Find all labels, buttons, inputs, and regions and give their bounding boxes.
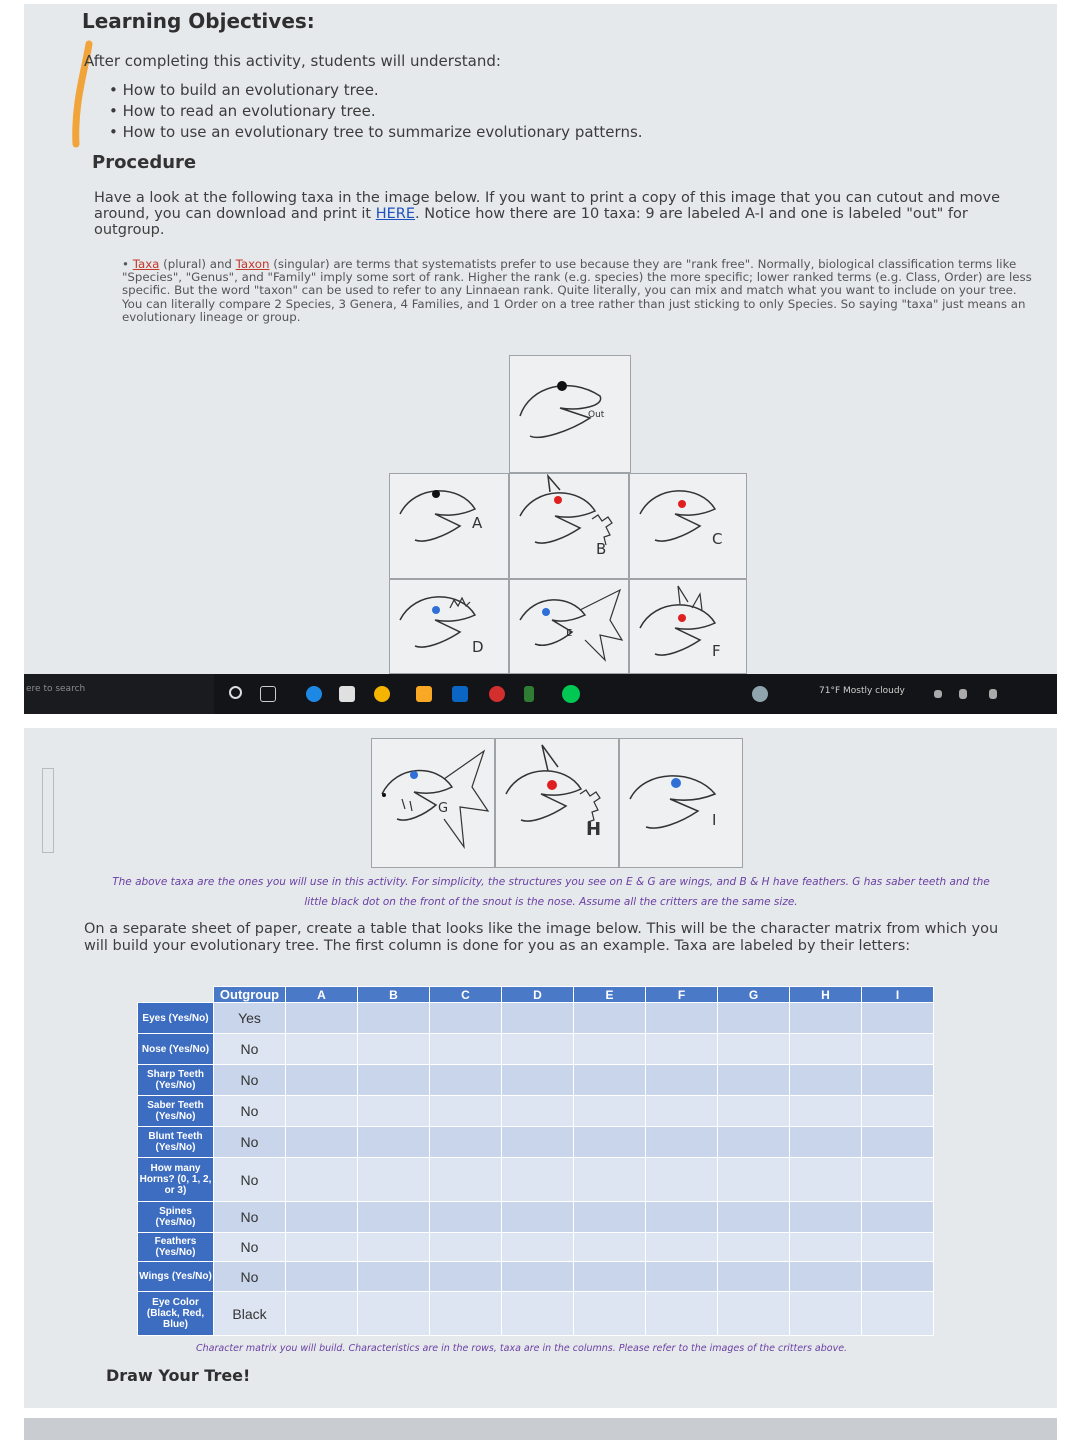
matrix-row-header: Spines (Yes/No)	[138, 1202, 214, 1233]
matrix-outgroup-cell: No	[214, 1127, 286, 1158]
critter-label-a: A	[472, 514, 483, 532]
matrix-empty-cell	[286, 1158, 358, 1202]
mail-icon[interactable]	[452, 686, 468, 702]
critter-label-c: C	[712, 530, 723, 548]
matrix-empty-cell	[358, 1202, 430, 1233]
matrix-empty-cell	[286, 1096, 358, 1127]
matrix-empty-cell	[430, 1127, 502, 1158]
matrix-empty-cell	[646, 1202, 718, 1233]
matrix-col-header: D	[502, 987, 574, 1003]
matrix-empty-cell	[358, 1127, 430, 1158]
matrix-empty-cell	[286, 1065, 358, 1096]
critter-g-card	[371, 738, 495, 868]
matrix-empty-cell	[790, 1096, 862, 1127]
critter-a-card	[389, 473, 509, 579]
matrix-empty-cell	[790, 1065, 862, 1096]
weather-widget[interactable]: 71°F Mostly cloudy	[819, 686, 905, 696]
matrix-row	[138, 1202, 934, 1233]
matrix-empty-cell	[502, 1096, 574, 1127]
matrix-empty-cell	[790, 1233, 862, 1262]
matrix-empty-cell	[574, 1127, 646, 1158]
matrix-row	[138, 1065, 934, 1096]
matrix-row-header: Blunt Teeth (Yes/No)	[138, 1127, 214, 1158]
matrix-empty-cell	[646, 1262, 718, 1292]
critter-f-card	[629, 579, 747, 674]
matrix-col-header: I	[862, 987, 934, 1003]
matrix-empty-cell	[358, 1233, 430, 1262]
matrix-row-header: Feathers (Yes/No)	[138, 1233, 214, 1262]
critter-b-drawing	[510, 474, 628, 578]
matrix-empty-cell	[862, 1233, 934, 1262]
matrix-row	[138, 1003, 934, 1034]
matrix-empty-cell	[574, 1065, 646, 1096]
matrix-empty-cell	[502, 1233, 574, 1262]
edge-icon[interactable]	[306, 686, 322, 702]
matrix-empty-cell	[718, 1065, 790, 1096]
matrix-empty-cell	[646, 1158, 718, 1202]
matrix-row-header: Nose (Yes/No)	[138, 1034, 214, 1065]
caption-line: The above taxa are the ones you will use in this activity. For simplicity, the structures you see on E & G are wings, and B & H have feathers. G has saber teeth and the	[112, 876, 990, 888]
matrix-empty-cell	[862, 1003, 934, 1034]
matrix-empty-cell	[790, 1003, 862, 1034]
matrix-row-header: Sharp Teeth (Yes/No)	[138, 1065, 214, 1096]
matrix-col-header: A	[286, 987, 358, 1003]
objectives-intro: After completing this activity, students will understand:	[84, 52, 501, 70]
matrix-empty-cell	[358, 1034, 430, 1065]
matrix-empty-cell	[502, 1065, 574, 1096]
matrix-empty-cell	[646, 1233, 718, 1262]
matrix-empty-cell	[358, 1096, 430, 1127]
matrix-empty-cell	[430, 1202, 502, 1233]
matrix-col-header: F	[646, 987, 718, 1003]
matrix-empty-cell	[790, 1158, 862, 1202]
matrix-empty-cell	[358, 1158, 430, 1202]
matrix-empty-cell	[574, 1292, 646, 1336]
objective-item: • How to build an evolutionary tree.	[109, 80, 643, 101]
matrix-empty-cell	[502, 1003, 574, 1034]
matrix-empty-cell	[574, 1034, 646, 1065]
matrix-empty-cell	[718, 1127, 790, 1158]
matrix-row	[138, 1292, 934, 1336]
matrix-row	[138, 1096, 934, 1127]
matrix-col-header: Outgroup	[214, 987, 286, 1003]
matrix-empty-cell	[430, 1262, 502, 1292]
matrix-row-header: Eyes (Yes/No)	[138, 1003, 214, 1034]
scroll-handle[interactable]	[42, 768, 54, 853]
matrix-empty-cell	[790, 1262, 862, 1292]
procedure-heading: Procedure	[92, 152, 197, 173]
matrix-empty-cell	[574, 1003, 646, 1034]
matrix-empty-cell	[286, 1034, 358, 1065]
matrix-corner	[138, 987, 214, 1003]
term-taxon: Taxon	[235, 257, 270, 271]
critter-e-drawing	[510, 580, 628, 673]
taskbar-search-box[interactable]: ere to search	[24, 674, 214, 714]
matrix-intro: On a separate sheet of paper, create a table that looks like the image below. This will be the character matrix from which you will build your evolutionary tree. The first column is done for you as an example. Taxa are labeled by their letters:	[84, 921, 999, 954]
matrix-empty-cell	[718, 1292, 790, 1336]
matrix-empty-cell	[574, 1096, 646, 1127]
matrix-outgroup-cell: No	[214, 1233, 286, 1262]
matrix-empty-cell	[502, 1127, 574, 1158]
matrix-empty-cell	[790, 1034, 862, 1065]
draw-tree-heading: Draw Your Tree!	[106, 1366, 251, 1385]
matrix-empty-cell	[574, 1158, 646, 1202]
matrix-empty-cell	[862, 1096, 934, 1127]
matrix-empty-cell	[862, 1262, 934, 1292]
network-icon[interactable]	[959, 689, 967, 699]
objective-item: • How to read an evolutionary tree.	[109, 101, 643, 122]
taskbar	[24, 674, 1057, 714]
matrix-row-header: Saber Teeth (Yes/No)	[138, 1096, 214, 1127]
matrix-empty-cell	[862, 1158, 934, 1202]
matrix-empty-cell	[502, 1202, 574, 1233]
matrix-empty-cell	[574, 1233, 646, 1262]
matrix-col-header: B	[358, 987, 430, 1003]
character-matrix	[137, 986, 934, 1336]
chrome-icon[interactable]	[374, 686, 390, 702]
screenshot-top	[24, 4, 1057, 714]
matrix-row-header: How many Horns? (0, 1, 2, or 3)	[138, 1158, 214, 1202]
critters-caption	[86, 872, 1016, 912]
matrix-empty-cell	[502, 1158, 574, 1202]
matrix-row	[138, 1233, 934, 1262]
matrix-empty-cell	[286, 1003, 358, 1034]
critter-d-card	[389, 579, 509, 674]
critter-label-d: D	[472, 638, 484, 656]
matrix-empty-cell	[286, 1233, 358, 1262]
matrix-caption: Character matrix you will build. Characteristics are in the rows, taxa are in the columns. Please refer to the images of the critters above.	[196, 1343, 848, 1354]
matrix-row-header: Wings (Yes/No)	[138, 1262, 214, 1292]
procedure-text-end: . Notice how there are 10 taxa: 9 are labeled A-I and one is labeled "out" for outgroup.	[94, 206, 968, 238]
matrix-row-header: Eye Color (Black, Red, Blue)	[138, 1292, 214, 1336]
matrix-empty-cell	[718, 1096, 790, 1127]
matrix-outgroup-cell: Black	[214, 1292, 286, 1336]
matrix-empty-cell	[358, 1262, 430, 1292]
matrix-outgroup-cell: Yes	[214, 1003, 286, 1034]
critter-label-out: Out	[588, 410, 605, 420]
matrix-col-header: E	[574, 987, 646, 1003]
app-icon-red[interactable]	[489, 686, 505, 702]
matrix-empty-cell	[646, 1034, 718, 1065]
caption-line: little black dot on the front of the snout is the nose. Assume all the critters are the same size.	[304, 896, 798, 908]
matrix-empty-cell	[718, 1233, 790, 1262]
matrix-empty-cell	[646, 1096, 718, 1127]
matrix-empty-cell	[790, 1127, 862, 1158]
screenshot-bottom	[24, 728, 1057, 1408]
objectives-list	[109, 80, 643, 143]
term-taxa: Taxa	[132, 257, 160, 271]
cortana-icon[interactable]	[229, 686, 242, 699]
matrix-row	[138, 1158, 934, 1202]
critter-label-b: B	[596, 540, 607, 558]
matrix-row	[138, 1262, 934, 1292]
matrix-empty-cell	[502, 1034, 574, 1065]
matrix-empty-cell	[502, 1262, 574, 1292]
matrix-empty-cell	[502, 1292, 574, 1336]
task-view-icon[interactable]	[260, 686, 276, 702]
matrix-col-header: G	[718, 987, 790, 1003]
matrix-col-header: H	[790, 987, 862, 1003]
matrix-empty-cell	[718, 1262, 790, 1292]
matrix-empty-cell	[646, 1065, 718, 1096]
matrix-empty-cell	[790, 1202, 862, 1233]
screenshot-strip	[24, 1418, 1057, 1440]
download-here-link[interactable]: HERE	[375, 206, 416, 222]
critter-label-f: F	[712, 642, 721, 660]
note-text-body: (singular) are terms that systematists prefer to use because they are "rank free". Normally, biological classification terms like "Species", "Genus", and "Family" imply some sort of rank. Higher the rank (e.g. species) the more specific; lower ranked terms (e.g. Class, Order) are less specific. But the word "taxon" can be used to refer to any Linnaean rank. Quite literally, you can mix and match what you want to include on your tree. You can literally compare 2 Species, 3 Genera, 4 Families, and 1 Order on a tree rather than just sticking to only Species. So saying "taxa" just means an evolutionary lineage or group.	[122, 257, 1032, 324]
matrix-empty-cell	[646, 1292, 718, 1336]
matrix-empty-cell	[790, 1292, 862, 1336]
critter-label-e: E	[566, 628, 573, 639]
matrix-empty-cell	[862, 1065, 934, 1096]
matrix-empty-cell	[286, 1202, 358, 1233]
critter-label-i: I	[712, 811, 717, 829]
critter-h-drawing	[496, 739, 618, 867]
tray-chevron-icon[interactable]	[934, 690, 942, 698]
matrix-empty-cell	[430, 1158, 502, 1202]
critter-i-drawing	[620, 739, 742, 867]
matrix-empty-cell	[646, 1127, 718, 1158]
matrix-empty-cell	[718, 1003, 790, 1034]
matrix-header-row	[138, 987, 934, 1003]
critter-d-drawing	[390, 580, 508, 673]
critter-h-card	[495, 738, 619, 868]
matrix-empty-cell	[430, 1065, 502, 1096]
matrix-outgroup-cell: No	[214, 1158, 286, 1202]
taxa-note: • Taxa (plural) and Taxon (singular) are terms that systematists prefer to use because they are "rank free". Normally, biological classification terms like "Species", "Genus", and "Family" imply some sort of rank. Higher the rank (e.g. species) the more specific; lower ranked terms (e.g. Class, Order) are less specific. But the word "taxon" can be used to refer to any Linnaean rank. Quite literally, you can mix and match what you want to include on your tree. You can literally compare 2 Species, 3 Genera, 4 Families, and 1 Order on a tree rather than just sticking to only Species. So saying "taxa" just means an evolutionary lineage or group.	[122, 257, 1032, 324]
matrix-outgroup-cell: No	[214, 1096, 286, 1127]
matrix-col-header: C	[430, 987, 502, 1003]
matrix-empty-cell	[574, 1202, 646, 1233]
volume-icon[interactable]	[989, 689, 997, 699]
matrix-outgroup-cell: No	[214, 1065, 286, 1096]
app-icon-circle[interactable]	[562, 685, 580, 703]
matrix-empty-cell	[286, 1262, 358, 1292]
matrix-outgroup-cell: No	[214, 1262, 286, 1292]
matrix-empty-cell	[430, 1233, 502, 1262]
matrix-empty-cell	[358, 1292, 430, 1336]
matrix-empty-cell	[430, 1096, 502, 1127]
note-text: (plural) and	[159, 257, 236, 271]
critter-g-drawing	[372, 739, 494, 867]
matrix-body	[138, 1003, 934, 1336]
app-icon-gray[interactable]	[752, 686, 768, 702]
matrix-empty-cell	[718, 1034, 790, 1065]
matrix-empty-cell	[286, 1292, 358, 1336]
matrix-empty-cell	[718, 1158, 790, 1202]
matrix-empty-cell	[574, 1262, 646, 1292]
matrix-outgroup-cell: No	[214, 1202, 286, 1233]
procedure-text: Have a look at the following taxa in the image below. If you want to print a copy of this image that you can cutout and move around, you can download and print it	[94, 190, 1001, 222]
matrix-empty-cell	[646, 1003, 718, 1034]
critter-label-g: G	[438, 801, 449, 816]
matrix-empty-cell	[358, 1065, 430, 1096]
learning-objectives-heading: Learning Objectives:	[82, 9, 315, 33]
matrix-empty-cell	[862, 1292, 934, 1336]
matrix-empty-cell	[286, 1127, 358, 1158]
procedure-paragraph	[94, 190, 1029, 238]
matrix-empty-cell	[862, 1127, 934, 1158]
critter-c-drawing	[630, 474, 746, 578]
critter-i-card	[619, 738, 743, 868]
matrix-empty-cell	[718, 1202, 790, 1233]
critter-e-card	[509, 579, 629, 674]
critter-label-h: H	[586, 819, 602, 840]
matrix-empty-cell	[862, 1034, 934, 1065]
matrix-row	[138, 1034, 934, 1065]
file-explorer-icon[interactable]	[416, 686, 432, 702]
matrix-empty-cell	[358, 1003, 430, 1034]
critter-f-drawing	[630, 580, 746, 673]
matrix-empty-cell	[430, 1034, 502, 1065]
critter-a-drawing	[390, 474, 508, 578]
critter-out-drawing	[510, 356, 630, 472]
matrix-row	[138, 1127, 934, 1158]
store-icon[interactable]	[339, 686, 355, 702]
matrix-empty-cell	[430, 1292, 502, 1336]
matrix-empty-cell	[862, 1202, 934, 1233]
critter-b-card	[509, 473, 629, 579]
critter-c-card	[629, 473, 747, 579]
app-icon-green[interactable]	[524, 686, 534, 702]
matrix-outgroup-cell: No	[214, 1034, 286, 1065]
critter-out-card	[509, 355, 631, 473]
objective-item: • How to use an evolutionary tree to summarize evolutionary patterns.	[109, 122, 643, 143]
matrix-empty-cell	[430, 1003, 502, 1034]
